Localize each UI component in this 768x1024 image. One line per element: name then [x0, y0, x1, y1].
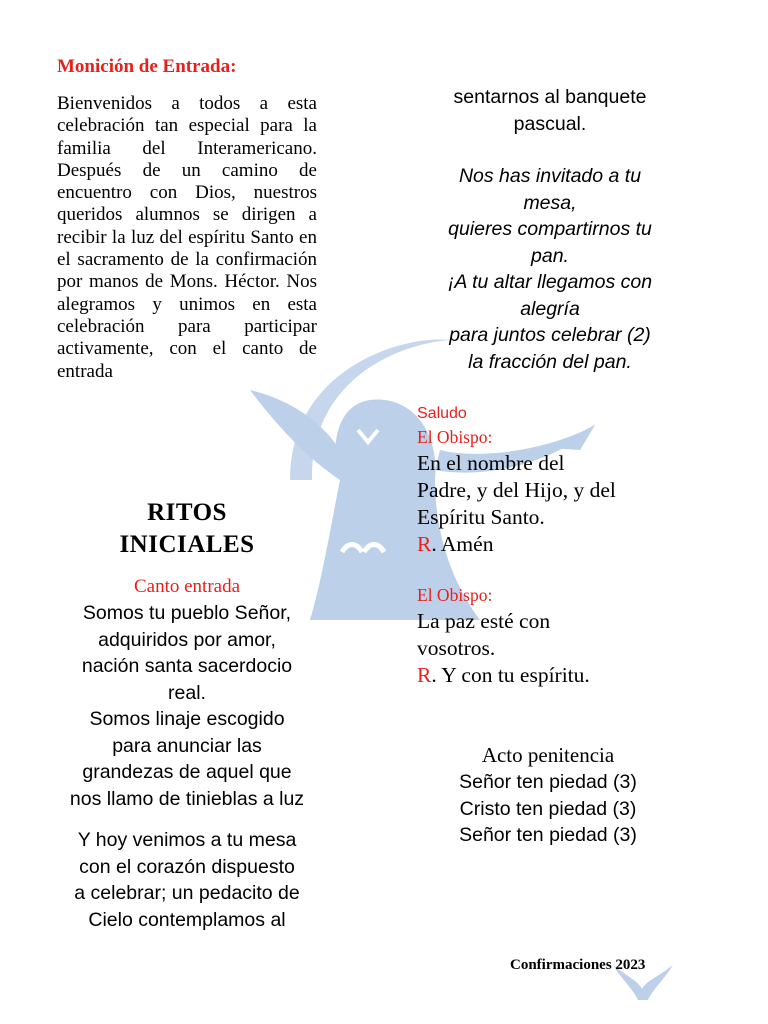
canto-line: a celebrar; un pedacito de [74, 882, 300, 904]
paz-text [417, 608, 707, 689]
canto-line: Y hoy venimos a tu mesa [77, 829, 297, 851]
footer-text: Confirmaciones 2023 [510, 957, 646, 973]
ritos-line2: INICIALES [119, 531, 255, 558]
chorus-line: mesa, [523, 191, 577, 214]
response-marker: R [417, 532, 432, 556]
chorus-line: para juntos celebrar (2) [449, 324, 651, 346]
canto-line: nación santa sacerdocio [81, 655, 293, 677]
paz-response [417, 662, 707, 689]
canto-line: sentarnos al banquete [453, 86, 647, 108]
ritos-iniciales-heading [57, 497, 317, 561]
canto-line: Somos linaje escogido [89, 708, 285, 730]
chorus-line: alegría [520, 297, 580, 320]
acto-penitencia-lines [400, 769, 696, 849]
chorus-line: pan. [531, 244, 569, 267]
saludo-line: Espíritu Santo. [417, 505, 545, 529]
paz-speaker: El Obispo: [417, 585, 493, 605]
paz-line: La paz esté con [417, 609, 551, 633]
canto-line: para anunciar las [112, 734, 262, 757]
chorus-line: la fracción del pan. [468, 350, 632, 373]
saludo-speaker: El Obispo: [417, 427, 493, 447]
saludo-line: Padre, y del Hijo, y del [417, 478, 616, 502]
acto-penitencia-title: Acto penitencia [481, 743, 615, 767]
response-marker: R [417, 663, 432, 687]
saludo-text [417, 450, 707, 558]
canto-stanza1 [37, 600, 337, 812]
monicion-body: Bienvenidos a todos a esta celebración tan especial para la familia del Interamericano. Después de un camino de encuentro con Dios, nuestros queridos alumnos se dirigen a recibir la luz del espíritu Santo en el sacramento de la confirmación por manos de Mons. Héctor. Nos alegramos y unimos en esta celebración para participar activamente, con el canto de entrada [57, 93, 317, 382]
canto-line: grandezas de aquel que [82, 761, 292, 783]
acto-line: Señor ten piedad (3) [459, 824, 637, 846]
response-text: . Amén [431, 532, 494, 556]
canto-chorus [400, 163, 700, 375]
response-text: . Y con tu espíritu. [431, 663, 590, 687]
canto-line: real. [168, 681, 206, 704]
canto-line: con el corazón dispuesto [79, 855, 295, 878]
canto-continuation [400, 84, 700, 137]
chorus-line: Nos has invitado a tu [458, 165, 642, 187]
chorus-line: quieres compartirnos tu [448, 218, 652, 240]
saludo-response [417, 531, 707, 558]
canto-line: Cielo contemplamos al [88, 908, 286, 931]
canto-line: Somos tu pueblo Señor, [82, 602, 292, 624]
canto-line: adquiridos por amor, [98, 628, 276, 651]
saludo-line: En el nombre del [417, 451, 565, 475]
acto-line: Señor ten piedad (3) [459, 771, 637, 793]
paz-line: vosotros. [417, 636, 496, 660]
ritos-line1: RITOS [147, 499, 227, 526]
canto-line: nos llamo de tinieblas a luz [69, 787, 305, 810]
saludo-label: Saludo [417, 405, 467, 422]
chorus-line: ¡A tu altar llegamos con [447, 271, 653, 293]
canto-stanza2 [37, 827, 337, 933]
canto-line: pascual. [513, 112, 587, 135]
canto-entrada-label: Canto entrada [133, 576, 241, 597]
monicion-title: Monición de Entrada: [57, 56, 237, 77]
acto-line: Cristo ten piedad (3) [459, 797, 637, 820]
